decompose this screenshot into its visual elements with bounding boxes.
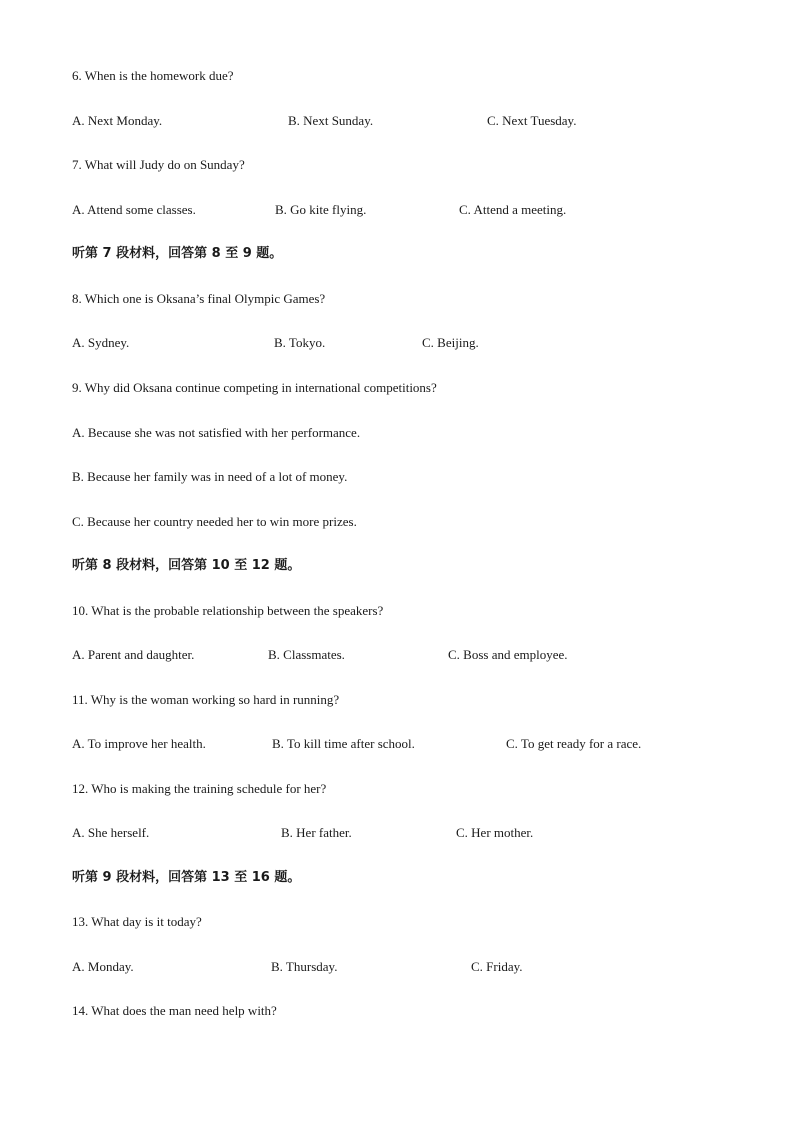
- q12-option-a: A. She herself.: [72, 825, 150, 840]
- q11-option-b: B. To kill time after school.: [272, 736, 415, 751]
- question-10: 10. What is the probable relationship between the speakers?: [72, 603, 384, 618]
- question-8: 8. Which one is Oksana’s final Olympic Games?: [72, 291, 326, 306]
- q7-option-a: A. Attend some classes.: [72, 202, 196, 217]
- question-11: 11. Why is the woman working so hard in running?: [72, 692, 340, 707]
- q10-option-a: A. Parent and daughter.: [72, 647, 195, 662]
- section-heading-8: 听第 8 段材料，回答第 10 至 12 题。: [72, 558, 301, 573]
- question-12: 12. Who is making the training schedule for her?: [72, 781, 327, 796]
- q8-option-b: B. Tokyo.: [274, 335, 326, 350]
- question-7: 7. What will Judy do on Sunday?: [72, 157, 245, 172]
- q11-option-a: A. To improve her health.: [72, 736, 206, 751]
- q9-option-a: A. Because she was not satisfied with her performance.: [72, 425, 361, 440]
- q12-option-b: B. Her father.: [281, 825, 352, 840]
- question-9: 9. Why did Oksana continue competing in international competitions?: [72, 380, 437, 395]
- q7-option-b: B. Go kite flying.: [275, 202, 367, 217]
- q7-option-c: C. Attend a meeting.: [459, 202, 567, 217]
- q12-option-c: C. Her mother.: [456, 825, 534, 840]
- q9-option-b: B. Because her family was in need of a lot of money.: [72, 469, 348, 484]
- section-heading-9: 听第 9 段材料，回答第 13 至 16 题。: [72, 870, 301, 885]
- q11-option-c: C. To get ready for a race.: [506, 736, 642, 751]
- q9-option-c: C. Because her country needed her to win more prizes.: [72, 514, 357, 529]
- q13-option-a: A. Monday.: [72, 959, 134, 974]
- q13-option-b: B. Thursday.: [271, 959, 338, 974]
- q6-option-c: C. Next Tuesday.: [487, 113, 577, 128]
- question-6: 6. When is the homework due?: [72, 68, 234, 83]
- q6-option-b: B. Next Sunday.: [288, 113, 374, 128]
- q10-option-c: C. Boss and employee.: [448, 647, 568, 662]
- question-13: 13. What day is it today?: [72, 914, 202, 929]
- q10-option-b: B. Classmates.: [268, 647, 345, 662]
- q13-option-c: C. Friday.: [471, 959, 523, 974]
- q6-option-a: A. Next Monday.: [72, 113, 163, 128]
- question-14: 14. What does the man need help with?: [72, 1003, 277, 1018]
- q8-option-c: C. Beijing.: [422, 335, 479, 350]
- section-heading-7: 听第 7 段材料，回答第 8 至 9 题。: [72, 246, 283, 261]
- q8-option-a: A. Sydney.: [72, 335, 130, 350]
